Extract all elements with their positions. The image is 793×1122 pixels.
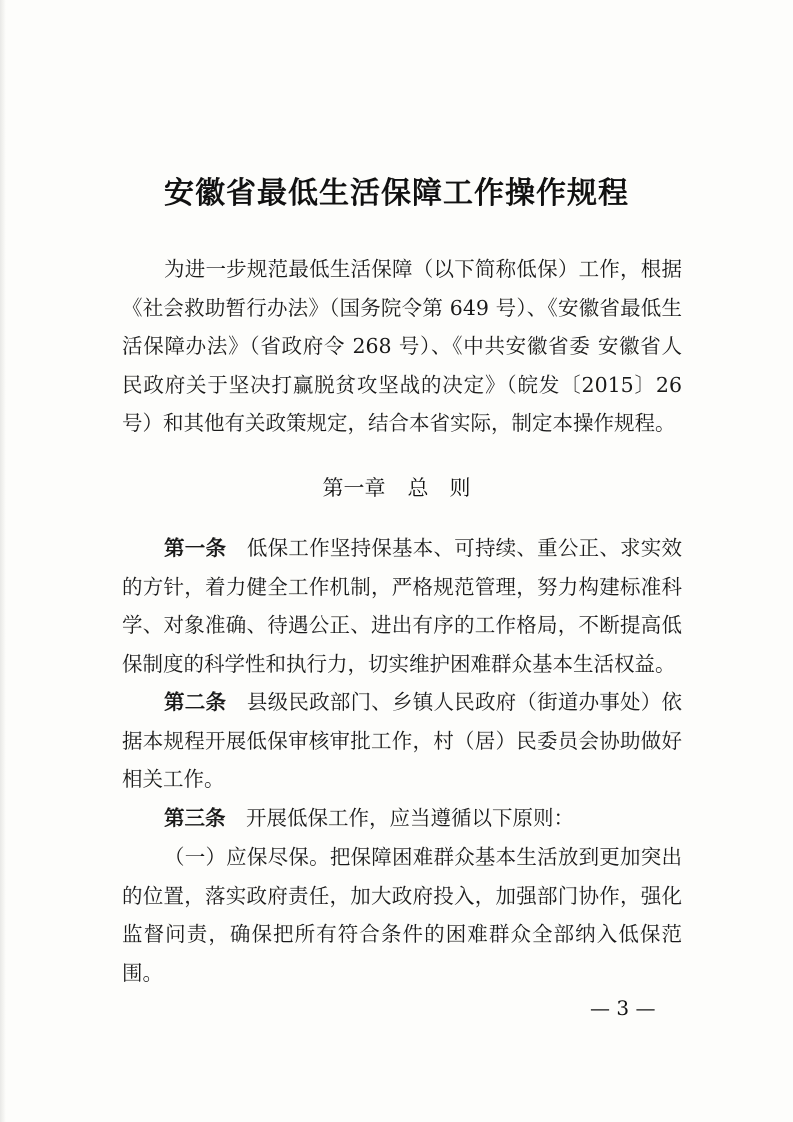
article-1-text: 低保工作坚持保基本、可持续、重公正、求实效的方针，着力健全工作机制，严格规范管理，努力构建标准科学、对象准确、待遇公正、进出有序的工作格局，不断提高低保制度的科学性和执行力，切实维护困难群众基本生活权益。 [122,536,683,676]
article-2-text: 县级民政部门、乡镇人民政府（街道办事处）依据本规程开展低保审核审批工作，村（居）民委员会协助做好相关工作。 [122,690,683,792]
article-3 [122,799,682,838]
chapter-number: 第一章 [322,476,386,500]
principle-1-paragraph: （一）应保尽保。把保障困难群众基本生活放到更加突出的位置，落实政府责任，加大政府投入，加强部门协作，强化监督问责，确保把所有符合条件的困难群众全部纳入低保范围。 [122,845,682,985]
article-2 [122,683,682,799]
article-3-text: 开展低保工作，应当遵循以下原则： [246,806,574,830]
document-title: 安徽省最低生活保障工作操作规程 [164,176,629,211]
article-1-label: 第一条 [164,536,227,560]
chapter-heading [0,472,793,502]
article-1 [122,529,682,683]
article-2-label: 第二条 [164,690,227,714]
page-number: — 3 — [590,996,656,1020]
article-3-label: 第三条 [164,806,226,830]
chapter-name: 总 则 [407,476,471,500]
preamble-paragraph: 为进一步规范最低生活保障（以下简称低保）工作，根据《社会救助暂行办法》（国务院令第 649 号）、《安徽省最低生活保障办法》（省政府令 268 号）、《中共安徽省委 安徽省人民政府关于坚决打赢脱贫攻坚战的决定》（皖发〔2015〕26 号）和其他有关政策规定，结合本省实际，制定本操作规程。 [122,257,682,436]
